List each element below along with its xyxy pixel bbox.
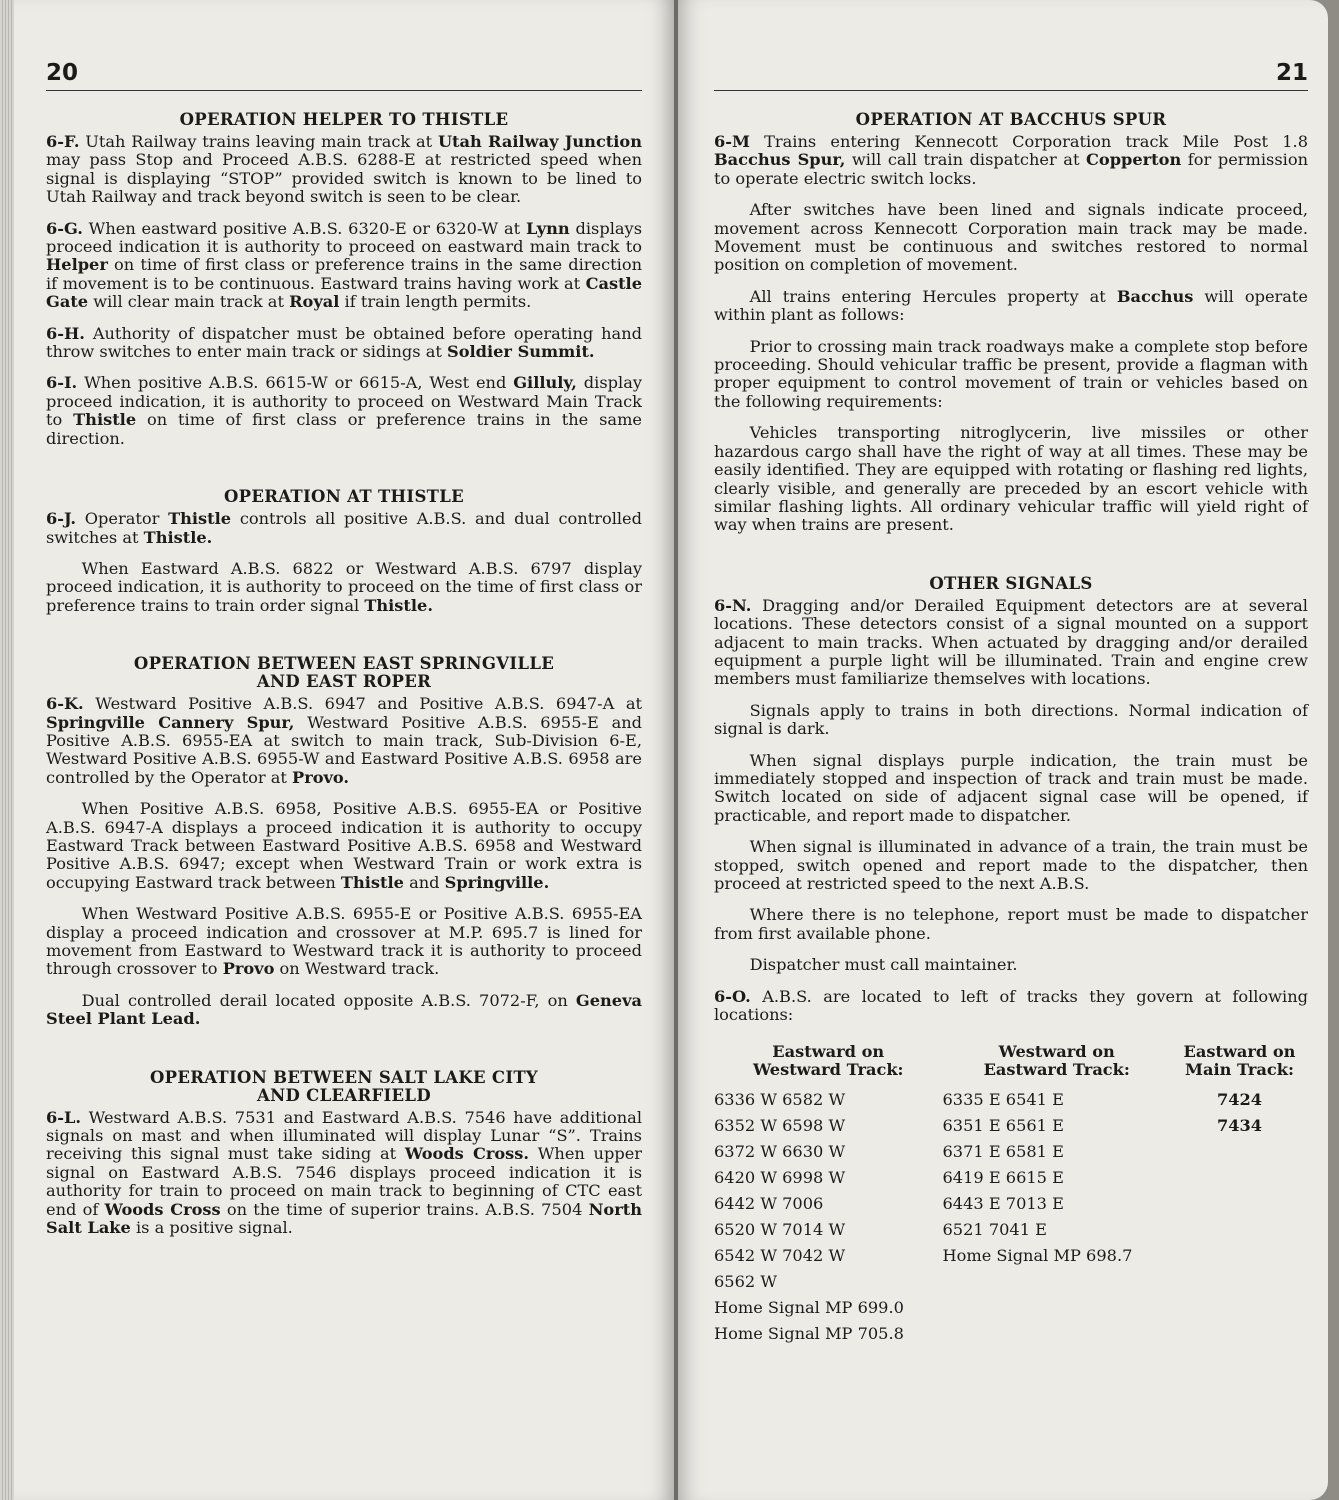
bold-text: North Salt Lake	[46, 1199, 642, 1238]
table-cell: Home Signal MP 698.7	[942, 1246, 1133, 1266]
bold-text: 6-J.	[46, 509, 77, 529]
text-run: When Westward Positive A.B.S. 6955-E or Positive A.B.S. 6955-EA display a proceed indication and crossover at M.P. 695.7 is lined for movement from Eastward to Westward track it is authority to proceed through crossover to	[46, 904, 642, 979]
header-rule	[46, 90, 642, 91]
rule-paragraph	[46, 695, 642, 787]
rule-paragraph	[46, 905, 642, 979]
text-run: When eastward positive A.B.S. 6320-E or 6320-W at	[82, 218, 526, 238]
section-title: OPERATION BETWEEN EAST SPRINGVILLE AND EAST ROPER	[133, 654, 555, 692]
rule-paragraph	[46, 325, 642, 362]
bold-text: 6-M	[714, 132, 750, 151]
text-run: When positive A.B.S. 6615-W or 6615-A, West end	[77, 373, 514, 393]
table-cell: 7424	[1216, 1090, 1263, 1110]
text-run: on the time of superior trains. A.B.S. 7504	[220, 1199, 589, 1219]
rule-paragraph	[46, 510, 642, 547]
bold-text: Thistle.	[364, 595, 433, 615]
bold-text: Springville.	[444, 872, 550, 892]
text-run: When upper signal on Eastward A.B.S. 7546 displays proceed indication it is authority for train to proceed on main track to beginning of CTC east end of	[46, 1144, 643, 1219]
table-cell	[1171, 1295, 1308, 1321]
rule-paragraph	[714, 424, 1308, 534]
bold-text: 6-L.	[46, 1107, 81, 1127]
page-stack-edge	[0, 0, 14, 1500]
bold-text: Woods Cross.	[404, 1144, 530, 1164]
table-cell: 6442 W 7006	[714, 1194, 824, 1214]
bold-text: Thistle.	[143, 527, 213, 547]
table-cell: 6520 W 7014 W	[714, 1220, 846, 1240]
text-run: Westward A.B.S. 7531 and Eastward A.B.S. 7546 have additional signals on mast and when illuminated will display Lunar “S”. Trains receiving this signal must take siding at	[46, 1107, 642, 1164]
bold-text: 6-N.	[714, 595, 752, 615]
bold-text: Thistle	[168, 509, 232, 529]
table-cell: 6336 W 6582 W	[714, 1090, 846, 1110]
text-run: controls all positive A.B.S. and dual controlled switches at	[46, 509, 642, 547]
section-title: OPERATION AT THISTLE	[223, 487, 465, 507]
table-cell: 6419 E 6615 E	[942, 1168, 1064, 1188]
text-run: After switches have been lined and signals indicate proceed, movement across Kennecott Corporation main track may be made. Movement must be continuous and switches restored to normal position on completion of movement.	[714, 200, 1308, 275]
section-title: OPERATION HELPER TO THISTLE	[179, 110, 509, 129]
text-run: When signal is illuminated in advance of a train, the train must be stopped, switch opened and report made to the dispatcher, then proceed at restricted speed to the next A.B.S.	[714, 837, 1308, 893]
page-number: 20	[46, 60, 79, 86]
rule-paragraph	[46, 992, 642, 1029]
text-run: Authority of dispatcher must be obtained before operating hand throw switches to enter main track or sidings at	[46, 323, 642, 362]
bold-text: Bacchus Spur,	[714, 150, 846, 170]
bold-text: Springville Cannery Spur,	[46, 712, 295, 732]
table-cell: 6443 E 7013 E	[942, 1194, 1064, 1214]
rule-paragraph	[46, 800, 642, 892]
bold-text: Provo.	[292, 767, 350, 787]
bold-text: Thistle	[73, 410, 137, 430]
table-row	[714, 1321, 1308, 1347]
rule-paragraph	[46, 374, 642, 448]
column-header: Westward on Eastward Track:	[983, 1042, 1130, 1080]
text-run: and	[403, 872, 445, 892]
text-run: Where there is no telephone, report must be made to dispatcher from first available phone.	[714, 905, 1308, 943]
text-run: will call train dispatcher at	[845, 150, 1087, 170]
bold-text: 6-I.	[46, 373, 78, 393]
table-row	[714, 1139, 1308, 1165]
text-run: Westward Positive A.B.S. 6947 and Positive A.B.S. 6947-A at	[83, 694, 642, 714]
table-cell: 6335 E 6541 E	[942, 1090, 1064, 1110]
rule-paragraph	[714, 838, 1308, 893]
table-body	[714, 1087, 1308, 1347]
section-list	[46, 111, 642, 1237]
bold-text: Geneva Steel Plant Lead.	[46, 990, 642, 1029]
text-run: displays proceed indication it is authority to proceed on eastward main track to	[46, 218, 643, 257]
text-run: Signals apply to trains in both directions. Normal indication of signal is dark.	[714, 700, 1308, 739]
text-run: When Positive A.B.S. 6958, Positive A.B.S. 6955-EA or Positive A.B.S. 6947-A displays a proceed indication it is authority to occupy Eastward Track between Eastward Positive A.B.S. 6958 and Westward Positive A.B.S. 6947; except when Westward Train or work extra is occupying Eastward track between	[46, 799, 642, 892]
text-run: Dragging and/or Derailed Equipment detectors are at several locations. These detectors consist of a signal mounted on a support adjacent to main tracks. When actuated by dragging and/or derailed equipment a purple light will be illuminated. Train and engine crew members must familiarize themselves with locations.	[714, 595, 1308, 689]
bold-text: 6-K.	[46, 694, 84, 714]
table-cell: 6372 W 6630 W	[714, 1142, 846, 1162]
text-run: Dual controlled derail located opposite A.B.S. 7072-F, on	[81, 990, 576, 1010]
rule-paragraph	[714, 906, 1308, 943]
table-cell	[942, 1321, 1170, 1347]
text-run: Prior to crossing main track roadways make a complete stop before proceeding. Should vehicular traffic be present, provide a flagman with proper equipment to control movement of train or vehicles based on the following requirements:	[714, 336, 1308, 411]
rule-paragraph	[714, 988, 1308, 1025]
table-cell: 6521 7041 E	[942, 1220, 1047, 1240]
text-run: if train length permits.	[339, 292, 532, 312]
bold-text: Helper	[46, 255, 108, 275]
page-number: 21	[1275, 60, 1308, 86]
bold-text: Gilluly,	[513, 373, 577, 393]
column-header: Eastward on Westward Track:	[752, 1042, 904, 1080]
table-cell	[942, 1269, 1170, 1295]
bold-text: Bacchus	[1116, 286, 1194, 306]
text-run: on time of first class or preference trains in the same direction if movement is to be continuous. Eastward trains having work at	[46, 255, 642, 293]
text-run: may pass Stop and Proceed A.B.S. 6288-E at restricted speed when signal is displaying “STOP” provided switch is known to be lined to Utah Railway and track beyond switch is seen to be clear.	[46, 150, 642, 207]
rule-paragraph	[714, 702, 1308, 739]
table-cell	[1171, 1165, 1308, 1191]
bold-text: Copperton	[1086, 150, 1182, 170]
table-row	[714, 1087, 1308, 1113]
bold-text: Royal	[289, 292, 340, 312]
text-run: When signal displays purple indication, the train must be immediately stopped and inspection of track and train must be made. Switch located on side of adjacent signal case will be opened, if practicable, and report made to dispatcher.	[714, 750, 1308, 825]
rule-paragraph	[46, 133, 642, 207]
bold-text: Utah Railway Junction	[437, 132, 642, 151]
table-cell	[1171, 1243, 1308, 1269]
bold-text: Soldier Summit.	[447, 342, 595, 362]
table-cell: 6542 W 7042 W	[714, 1246, 846, 1266]
table-row	[714, 1269, 1308, 1295]
table-cell: Home Signal MP 699.0	[714, 1298, 904, 1318]
left-page	[14, 0, 674, 1500]
text-run: When Eastward A.B.S. 6822 or Westward A.B.S. 6797 display proceed indication, it is authority to proceed on the time of first class or preference trains to train order signal	[46, 558, 642, 615]
table-cell	[942, 1295, 1170, 1321]
text-run: display proceed indication, it is authority to proceed on Westward Main Track to	[46, 373, 642, 430]
text-run: on Westward track.	[274, 959, 440, 979]
column-header: Eastward on Main Track:	[1183, 1042, 1296, 1080]
section-title: OTHER SIGNALS	[929, 573, 1093, 593]
table-row	[714, 1191, 1308, 1217]
table-row	[714, 1243, 1308, 1269]
right-page	[678, 0, 1328, 1500]
rule-paragraph	[46, 560, 642, 615]
bold-text: 6-O.	[714, 986, 751, 1006]
table-row	[714, 1217, 1308, 1243]
section-title: OPERATION AT BACCHUS SPUR	[855, 110, 1167, 129]
text-run: will clear main track at	[88, 292, 290, 312]
table-cell: Home Signal MP 705.8	[714, 1324, 904, 1344]
section-title: OPERATION BETWEEN SALT LAKE CITY AND CLEARFIELD	[149, 1067, 539, 1105]
bold-text: Thistle	[340, 872, 404, 892]
table-cell: 6420 W 6998 W	[714, 1168, 846, 1188]
rule-paragraph	[714, 133, 1308, 188]
rule-paragraph	[46, 220, 642, 312]
bold-text: 6-G.	[46, 218, 83, 238]
section-list	[714, 111, 1308, 1024]
table-cell: 7434	[1216, 1116, 1263, 1136]
signal-location-table	[714, 1042, 1308, 1347]
table-row	[714, 1165, 1308, 1191]
text-run: All trains entering Hercules property at	[749, 286, 1117, 306]
rule-paragraph	[714, 201, 1308, 275]
text-run: Westward Positive A.B.S. 6955-E and Positive A.B.S. 6955-EA at switch to main track, Sub-Division 6-E, Westward Positive A.B.S. 6955-W and Eastward Positive A.B.S. 6958 are controlled by the Operator at	[46, 712, 643, 787]
text-run: will operate within plant as follows:	[714, 286, 1308, 325]
table-cell	[1171, 1269, 1308, 1295]
table-row	[714, 1295, 1308, 1321]
bold-text: Lynn	[525, 218, 570, 238]
rule-paragraph	[714, 752, 1308, 826]
text-run: Dispatcher must call maintainer.	[749, 955, 1018, 975]
table-row	[714, 1113, 1308, 1139]
text-run: on time of first class or preference trains in the same direction.	[46, 410, 642, 448]
text-run: A.B.S. are located to left of tracks they govern at following locations:	[714, 986, 1308, 1025]
table-cell: 6562 W	[714, 1272, 777, 1292]
bold-text: Provo	[222, 959, 275, 979]
rule-paragraph	[46, 1109, 642, 1238]
bold-text: 6-F.	[46, 132, 80, 151]
table-cell	[1171, 1139, 1308, 1165]
table-cell	[1171, 1321, 1308, 1347]
table-cell: 6351 E 6561 E	[942, 1116, 1064, 1136]
table-header-row	[714, 1042, 1308, 1087]
header-rule	[714, 90, 1308, 91]
rule-paragraph	[714, 288, 1308, 325]
rule-paragraph	[714, 956, 1308, 974]
bold-text: Castle Gate	[46, 273, 642, 312]
rule-paragraph	[714, 597, 1308, 689]
text-run: Trains entering Kennecott Corporation track Mile Post 1.8	[749, 132, 1308, 151]
text-run: Utah Railway trains leaving main track at	[79, 132, 438, 151]
rule-paragraph	[714, 338, 1308, 412]
bold-text: 6-H.	[46, 323, 85, 343]
table-cell: 6352 W 6598 W	[714, 1116, 846, 1136]
table-cell: 6371 E 6581 E	[942, 1142, 1064, 1162]
text-run: Operator	[76, 509, 169, 529]
text-run: for permission to operate electric switch locks.	[714, 150, 1309, 188]
table-cell	[1171, 1217, 1308, 1243]
text-run: is a positive signal.	[130, 1218, 293, 1238]
bold-text: Woods Cross	[104, 1199, 221, 1219]
table-cell	[1171, 1191, 1308, 1217]
text-run: Vehicles transporting nitroglycerin, live missiles or other hazardous cargo shall have the right of way at all times. These may be easily identified. They are equipped with rotating or flashing red lights, clearly visible, and generally are preceded by an escort vehicle with similar flashing lights. All ordinary vehicular traffic will yield right of way when trains are present.	[714, 423, 1308, 535]
